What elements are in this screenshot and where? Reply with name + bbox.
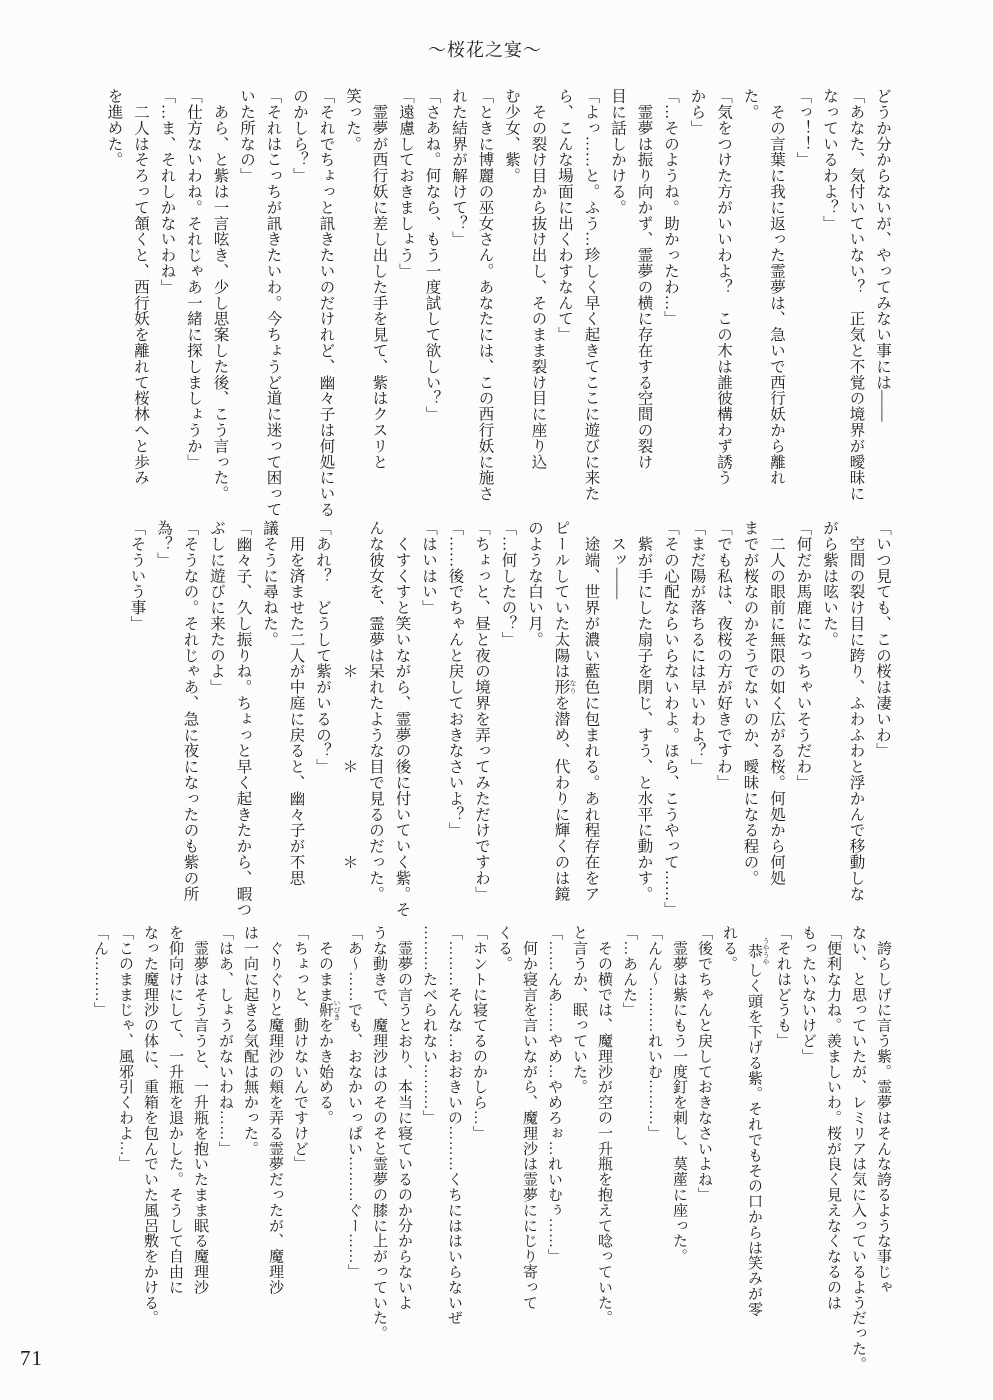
text-column: 「気をつけた方がいいわよ？ この木は誰彼構わず誘う [715,88,732,486]
text-column: 「はいはい」 [420,520,437,616]
text-column: 霊夢が西行妖に差し出した手を見て、紫はクスリと [370,88,388,470]
text-column: た。 [741,88,759,120]
text-column: 「でも私は、夜桜の方が好きですわ」 [715,520,732,791]
text-column: 「……んあ……やめ…やめろぉ…れいむぅ……」 [546,925,562,1264]
text-column: 「それでちょっと訊きたいのだけれど、幽々子は何処にいる [317,88,335,518]
text-column: うな動きで、魔理沙はのそのそと霊夢の膝に上がっていた。 [371,925,387,1341]
text-column: スッ―― [609,520,626,600]
text-column: 「まだ陽が落ちるには早いわよ？」 [688,520,706,775]
text-column: 霊夢はそう言うと、一升瓶を抱いたまま眠る魔理沙 [192,925,208,1295]
text-column: ぐりぐりと魔理沙の頬を弄る霊夢だったが、魔理沙 [267,925,283,1295]
text-column: 「…何したの？」 [499,520,517,648]
text-column: その言葉に我に返った霊夢は、急いで西行妖から離れ [768,88,785,486]
text-column: ピールしていた太陽は形 なりを潜め、代わりに輝くのは鏡 [552,520,577,902]
text-column: 二人の眼前に無限の如く広がる桜。何処から何処 [768,520,785,886]
text-column: 「ちょっと、昼と夜の境界を弄ってみただけですわ」 [473,520,490,902]
text-column: 「…あんた」 [621,925,637,1018]
text-column: 「そういう事」 [128,520,146,632]
text-band-bottom [87,925,895,1372]
text-band-middle [123,520,895,918]
text-column: くすくすと笑いながら、霊夢の後に付いていく紫。そ [393,520,411,918]
text-column: 為？」 [155,520,172,568]
text-column: 「はあ、しょうがないわね……」 [217,925,233,1156]
text-column: あら、と紫は一言呟き、少し思案した後、こう言った。 [211,88,229,502]
text-column: までが桜なのかそうでないのか、曖昧になる程の。 [741,520,759,886]
text-column: 「幽々子、久し振りね。ちょっと早く起きたから、暇つ [234,520,252,918]
text-column: 「いつ見ても、この桜は凄いわ」 [874,520,891,759]
text-column: 霊夢は振り向かず、霊夢の横に存在する空間の裂け [635,88,653,470]
text-column: そのまま鼾 いびきをかき始める。 [317,925,341,1126]
text-column: 「さあね。何なら、もう一度試して欲しい？」 [423,88,441,422]
text-column: 「その心配ならいらないわよ。ほら、こうやって……」 [662,520,679,918]
text-column: と言うか、眠っていた。 [571,925,587,1095]
text-column: ぶしに遊びに来たのよ」 [208,520,225,695]
text-column: れた結界が解けて？」 [450,88,467,247]
text-column: なっているわよ？」 [821,88,838,232]
text-column: 「…ま、それしかないわね」 [158,88,176,295]
text-column: ら、こんな場面に出くわすなんて」 [556,88,573,343]
text-column: 「遠慮しておきましょう」 [397,88,414,279]
text-column: 霊夢は紫にもう一度釘を刺し、茣蓙に座った。 [671,925,687,1264]
text-band-top [100,88,895,518]
text-column: 霊夢の言うとおり、本当に寝ているのか分からないよ [396,925,412,1310]
text-column: 途端、世界が濃い藍色に包まれる。あれ程存在をア [582,520,600,902]
text-column: 「あなた、気付いていない？ 正気と不覚の境界が曖昧に [847,88,865,502]
text-column: を仰向けにして、一升瓶を退かした。そうして自由に [167,925,183,1295]
text-column: 「っ！！」 [794,88,812,168]
text-column: 「このままじゃ、風邪引くわよ…」 [117,925,133,1172]
text-column: 「そうなの。それじゃあ、急に夜になったのも紫の所 [181,520,199,902]
text-column: 「………そんな…おおきいの………くちにははいらないぜ [446,925,462,1326]
text-column: 議そうに尋ねた。 [261,520,278,648]
text-column: を進めた。 [105,88,123,168]
text-column: 「んん〜………れいむ………」 [646,925,662,1141]
text-column: なった魔理沙の体に、重箱を包んでいた風呂敷をかける。 [142,925,158,1326]
text-column: 用を済ませた二人が中庭に戻ると、幽々子が不思 [287,520,305,886]
text-column: どうか分からないが、やってみない事には―― [874,88,891,422]
text-column: 何か寝言を言いながら、魔理沙は霊夢ににじり寄って [521,925,537,1310]
text-column: 誇らしげに言う紫。霊夢はそんな誇るような事じゃ [875,925,891,1295]
section-divider: ＊ ＊ ＊ [340,520,358,870]
text-column: 「後でちゃんと戻しておきなさいよね」 [696,925,712,1203]
text-column: 「それはこっちが訊きたいわ。今ちょうど道に迷って困って [264,88,282,518]
text-column: その横では、魔理沙が空の一升瓶を抱えて唸っていた。 [596,925,612,1326]
text-column: のような白い月。 [526,520,543,648]
text-column: 「ちょっと、動けないんですけど」 [292,925,308,1172]
text-column: がら紫は呟いた。 [821,520,838,648]
text-column: 笑った。 [344,88,361,152]
text-column: 「何だか馬鹿になっちゃいそうだわ」 [794,520,812,791]
text-column: 「ときに博麗の巫女さん。あなたには、この西行妖に施さ [476,88,494,502]
text-column: 紫が手にした扇子を閉じ、すう、と水平に動かす。 [635,520,653,902]
text-column: は一向に起きる気配は無かった。 [242,925,258,1156]
page-number: 71 [20,1346,43,1370]
text-column: 「…そのようね。助かったわ…」 [662,88,679,327]
text-column: もったいないけど」 [800,925,816,1064]
text-column: 「……後でちゃんと戻しておきなさいよ？」 [446,520,464,838]
text-column: 二人はそろって頷くと、西行妖を離れて桜林へと歩み [132,88,149,486]
text-column: 「便利な力ね。羨ましいわ。桜が良く見えなくなるのは [825,925,841,1310]
text-column: ………たべられない………」 [421,925,437,1126]
text-column: くる。 [496,925,512,972]
text-column: 「あ〜……でも、おなかいっぱい………ぐー……」 [346,925,362,1280]
text-column: 「あれ？ どうして紫がいるの？」 [314,520,331,775]
text-column: んな彼女を、霊夢は呆れたような目で見るのだった。 [367,520,384,902]
text-column: 「ん………」 [92,925,108,1018]
text-column: 恭 うやうやしく頭を下げる紫。それでもその口からは笑みが零 [746,937,770,1317]
text-column: む少女、紫。 [503,88,520,184]
text-column: れる。 [721,925,737,972]
page-title: ～桜花之宴～ [428,40,542,60]
text-column: ない、と思っていたが、レミリアは気に入っているようだった。 [850,925,866,1372]
text-column: 「よっ……と。ふう…珍しく早く起きてここに遊びに来た [582,88,600,502]
text-column: 「それはどうも」 [775,925,791,1049]
text-column: から」 [688,88,706,136]
text-column: 目に話しかける。 [609,88,626,216]
text-column: のかしら？」 [291,88,308,184]
text-column: いた所なの」 [238,88,255,184]
text-column: 「仕方ないわね。それじゃあ一緒に探しましょうか」 [185,88,202,470]
text-column: 「ホントに寝てるのかしら…」 [471,925,487,1141]
text-column: 空間の裂け目に跨り、ふわふわと浮かんで移動しな [847,520,865,902]
text-column: その裂け目から抜け出し、そのまま裂け目に座り込 [529,88,547,470]
